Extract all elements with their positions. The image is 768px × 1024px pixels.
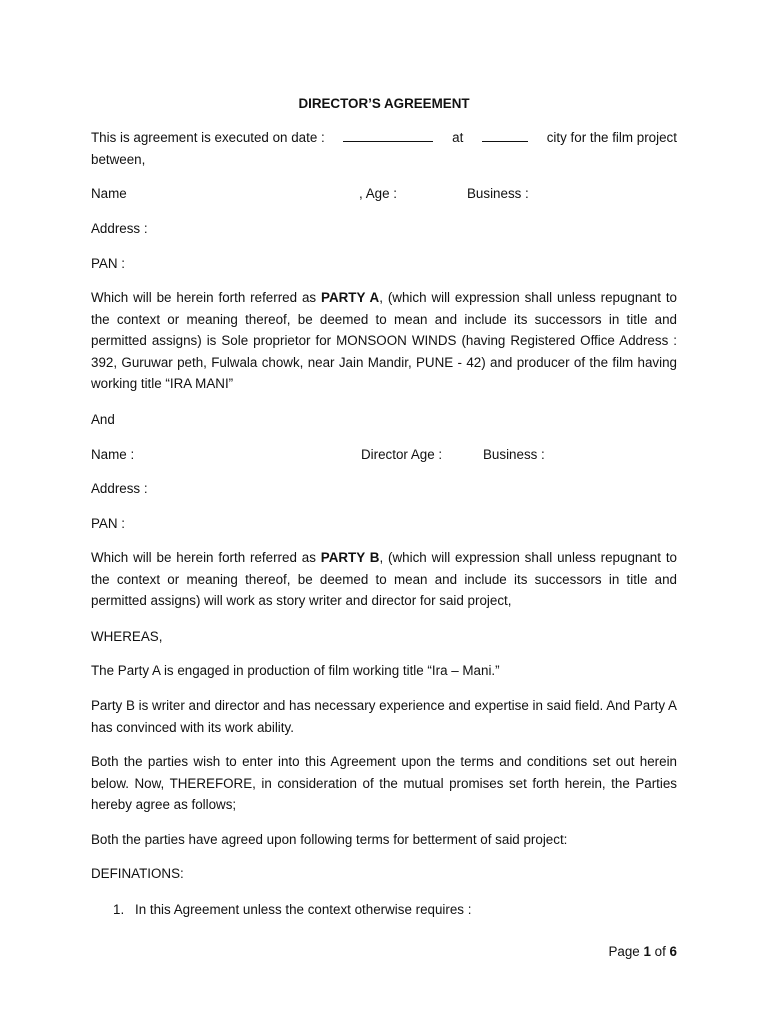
footer-page-word: Page [608, 944, 644, 959]
intro-text-at: at [452, 130, 464, 145]
party-a-address-label: Address : [91, 221, 148, 236]
list-item-text: In this Agreement unless the context otherwise requires : [135, 902, 472, 917]
whereas-heading: WHEREAS, [91, 629, 163, 644]
party-b-name-label: Name : [91, 447, 135, 462]
page-footer [608, 941, 677, 963]
party-a-pan-label: PAN : [91, 256, 125, 271]
and-label: And [91, 412, 115, 427]
party-b-pan-label: PAN : [91, 516, 125, 531]
party-b-address-label: Address : [91, 481, 148, 496]
definitions-heading: DEFINATIONS: [91, 866, 184, 881]
party-b-para-post: , (which will expression shall unless repugnant to the context or meaning thereof, be deemed to mean and include its successors in title and permitted assigns) will work as story writer and director for said project, [91, 550, 677, 609]
party-b-bold: PARTY B [320, 550, 380, 565]
footer-total-pages: 6 [669, 944, 677, 959]
date-blank [343, 127, 433, 142]
intro-text-date: This is agreement is executed on date : [91, 130, 325, 145]
party-a-para-pre: Which will be herein forth referred as [91, 290, 322, 305]
party-a-business-label: Business : [467, 186, 529, 201]
party-a-age-label: , Age : [359, 186, 397, 201]
party-a-paragraph [91, 287, 677, 395]
footer-of-word: of [650, 944, 670, 959]
list-item-number: 1. [113, 902, 125, 917]
party-a-para-post: , (which will expression shall unless repugnant to the context or meaning thereof, be deemed to mean and include its successors in title and permitted assigns) is Sole proprietor for MONSOON WINDS (having Registered Office Address : 392, Guruwar peth, Fulwala chowk, near Jain Mandir, PUNE - 42) and producer of the film having working title “IRA MANI” [91, 290, 677, 392]
clause-4: Both the parties have agreed upon following terms for betterment of said project: [91, 832, 568, 847]
party-b-business-label: Business : [483, 447, 545, 462]
clause-1: The Party A is engaged in production of film working title “Ira – Mani.” [91, 663, 500, 678]
intro-text-city: city for the film project [546, 130, 677, 145]
intro-line-2: between, [91, 151, 146, 167]
clause-3: Both the parties wish to enter into this Agreement upon the terms and conditions set out herein below. Now, THEREFORE, in consideration of the mutual promises set forth herein, the Parties hereby agree as follows; [91, 754, 677, 813]
document-page [91, 0, 677, 1024]
party-b-para-pre: Which will be herein forth referred as [91, 550, 321, 565]
footer-current-page: 1 [643, 944, 651, 959]
clause-2: Party B is writer and director and has necessary experience and expertise in said field. And Party A has convinced with its work ability. [91, 698, 677, 735]
document-title: DIRECTOR’S AGREEMENT [298, 96, 470, 111]
intro-paragraph [91, 127, 677, 170]
party-a-name-label: Name [91, 186, 127, 201]
city-blank [482, 127, 528, 142]
intro-line-1 [91, 127, 677, 149]
party-a-bold: PARTY A [321, 290, 380, 305]
party-b-age-label: Director Age : [361, 447, 443, 462]
party-b-paragraph [91, 547, 677, 612]
